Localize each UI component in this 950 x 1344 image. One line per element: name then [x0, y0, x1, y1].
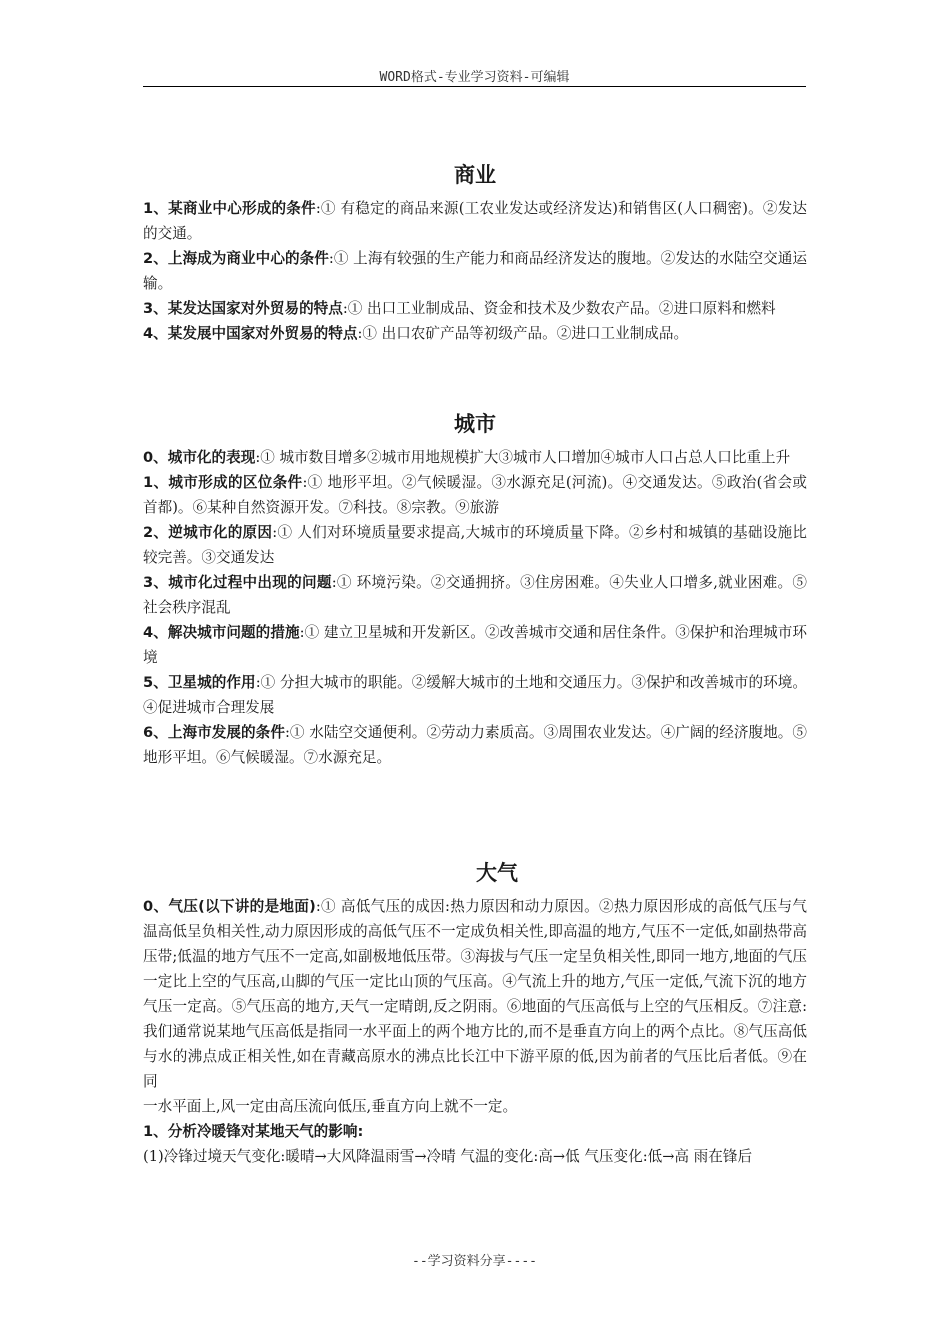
- item-text: :① 出口农矿产品等初级产品。②进口工业制成品。: [357, 325, 689, 342]
- item-text: :① 有稳定的商品来源(工农业发达或经济发达)和销售区(人口稠密)。②发达的交通。: [143, 200, 807, 242]
- item-lead: 2、上海成为商业中心的条件: [143, 250, 329, 267]
- section-title: 商业: [454, 163, 496, 187]
- list-item: [143, 296, 807, 321]
- section-commerce: [143, 160, 807, 346]
- list-item: [143, 445, 807, 470]
- list-item: [143, 1119, 807, 1144]
- list-item: [143, 620, 807, 670]
- item-lead: 4、某发展中国家对外贸易的特点: [143, 325, 358, 342]
- item-lead: 3、某发达国家对外贸易的特点: [143, 300, 343, 317]
- item-text: :① 分担大城市的职能。②缓解大城市的土地和交通压力。③保护和改善城市的环境。④促进城市合理发展: [143, 674, 807, 716]
- section-city: [143, 409, 807, 770]
- list-item: [143, 570, 807, 620]
- list-item: [143, 321, 807, 346]
- page-footer: --学习资料分享----: [412, 1254, 537, 1269]
- item-text: :① 出口工业制成品、资金和技术及少数农产品。②进口原料和燃料: [342, 300, 776, 317]
- item-text: :① 高低气压的成因:热力原因和动力原因。②热力原因形成的高低气压与气温高低呈负相关性,动力原因形成的高低气压不一定成负相关性,即高温的地方,气压不一定低,如副热带高压带;低温的地方气压不一定高,如副极地低压带。③海拔与气压一定呈负相关性,即同一地方,地面的气压一定比上空的气压高,山脚的气压一定比山顶的气压高。④气流上升的地方,气压一定低,气流下沉的地方气压一定高。⑤气压高的地方,天气一定晴朗,反之阴雨。⑥地面的气压高低与上空的气压相反。⑦注意:我们通常说某地气压高低是指同一水平面上的两个地方比的,而不是垂直方向上的两个点比。⑧气压高低与水的沸点成正相关性,如在青藏高原水的沸点比长江中下游平原的低,因为前者的气压比后者低。⑨在同: [143, 898, 808, 1090]
- item-lead: 0、气压(以下讲的是地面): [143, 898, 316, 915]
- item-lead: 0、城市化的表现: [143, 449, 256, 466]
- item-text: :① 上海有较强的生产能力和商品经济发达的腹地。②发达的水陆空交通运输。: [143, 250, 807, 292]
- item-lead: 1、某商业中心形成的条件: [143, 200, 316, 217]
- list-item: [143, 246, 807, 296]
- item-lead: 2、逆城市化的原因: [143, 524, 273, 541]
- list-item: [143, 470, 807, 520]
- list-item: [143, 1094, 807, 1119]
- list-item: [143, 670, 807, 720]
- item-text: (1)冷锋过境天气变化:暖晴→大风降温雨雪→冷晴 气温的变化:高→低 气压变化:低→高 雨在锋后: [143, 1148, 753, 1165]
- item-text: :① 城市数目增多②城市用地规模扩大③城市人口增加④城市人口占总人口比重上升: [255, 449, 791, 466]
- item-lead: 1、城市形成的区位条件: [143, 474, 303, 491]
- item-text: :① 水陆空交通便利。②劳动力素质高。③周围农业发达。④广阔的经济腹地。⑤地形平坦。⑥气候暖湿。⑦水源充足。: [143, 724, 807, 766]
- section-title: 大气: [476, 861, 518, 885]
- item-lead: 1、分析冷暖锋对某地天气的影响:: [143, 1123, 364, 1140]
- list-item: [143, 894, 807, 1094]
- section-atmosphere: [143, 858, 807, 1169]
- list-item: [143, 720, 807, 770]
- item-text: :① 地形平坦。②气候暖湿。③水源充足(河流)。④交通发达。⑤政治(省会或首都)。⑥某种自然资源开发。⑦科技。⑧宗教。⑨旅游: [143, 474, 808, 516]
- item-lead: 4、解决城市问题的措施: [143, 624, 300, 641]
- page-header: WORD格式-专业学习资料-可编辑: [379, 70, 570, 85]
- item-lead: 5、卫星城的作用: [143, 674, 256, 691]
- header-divider: [143, 86, 806, 87]
- item-text: :① 环境污染。②交通拥挤。③住房困难。④失业人口增多,就业困难。⑤社会秩序混乱: [143, 574, 807, 616]
- section-title: 城市: [454, 412, 496, 436]
- list-item: [143, 196, 807, 246]
- list-item: [143, 520, 807, 570]
- item-lead: 6、上海市发展的条件: [143, 724, 285, 741]
- item-lead: 3、城市化过程中出现的问题: [143, 574, 332, 591]
- item-text: 一水平面上,风一定由高压流向低压,垂直方向上就不一定。: [143, 1098, 518, 1115]
- item-text: :① 建立卫星城和开发新区。②改善城市交通和居住条件。③保护和治理城市环境: [143, 624, 807, 666]
- item-text: :① 人们对环境质量要求提高,大城市的环境质量下降。②乡村和城镇的基础设施比较完善。③交通发达: [143, 524, 808, 566]
- list-item: [143, 1144, 807, 1169]
